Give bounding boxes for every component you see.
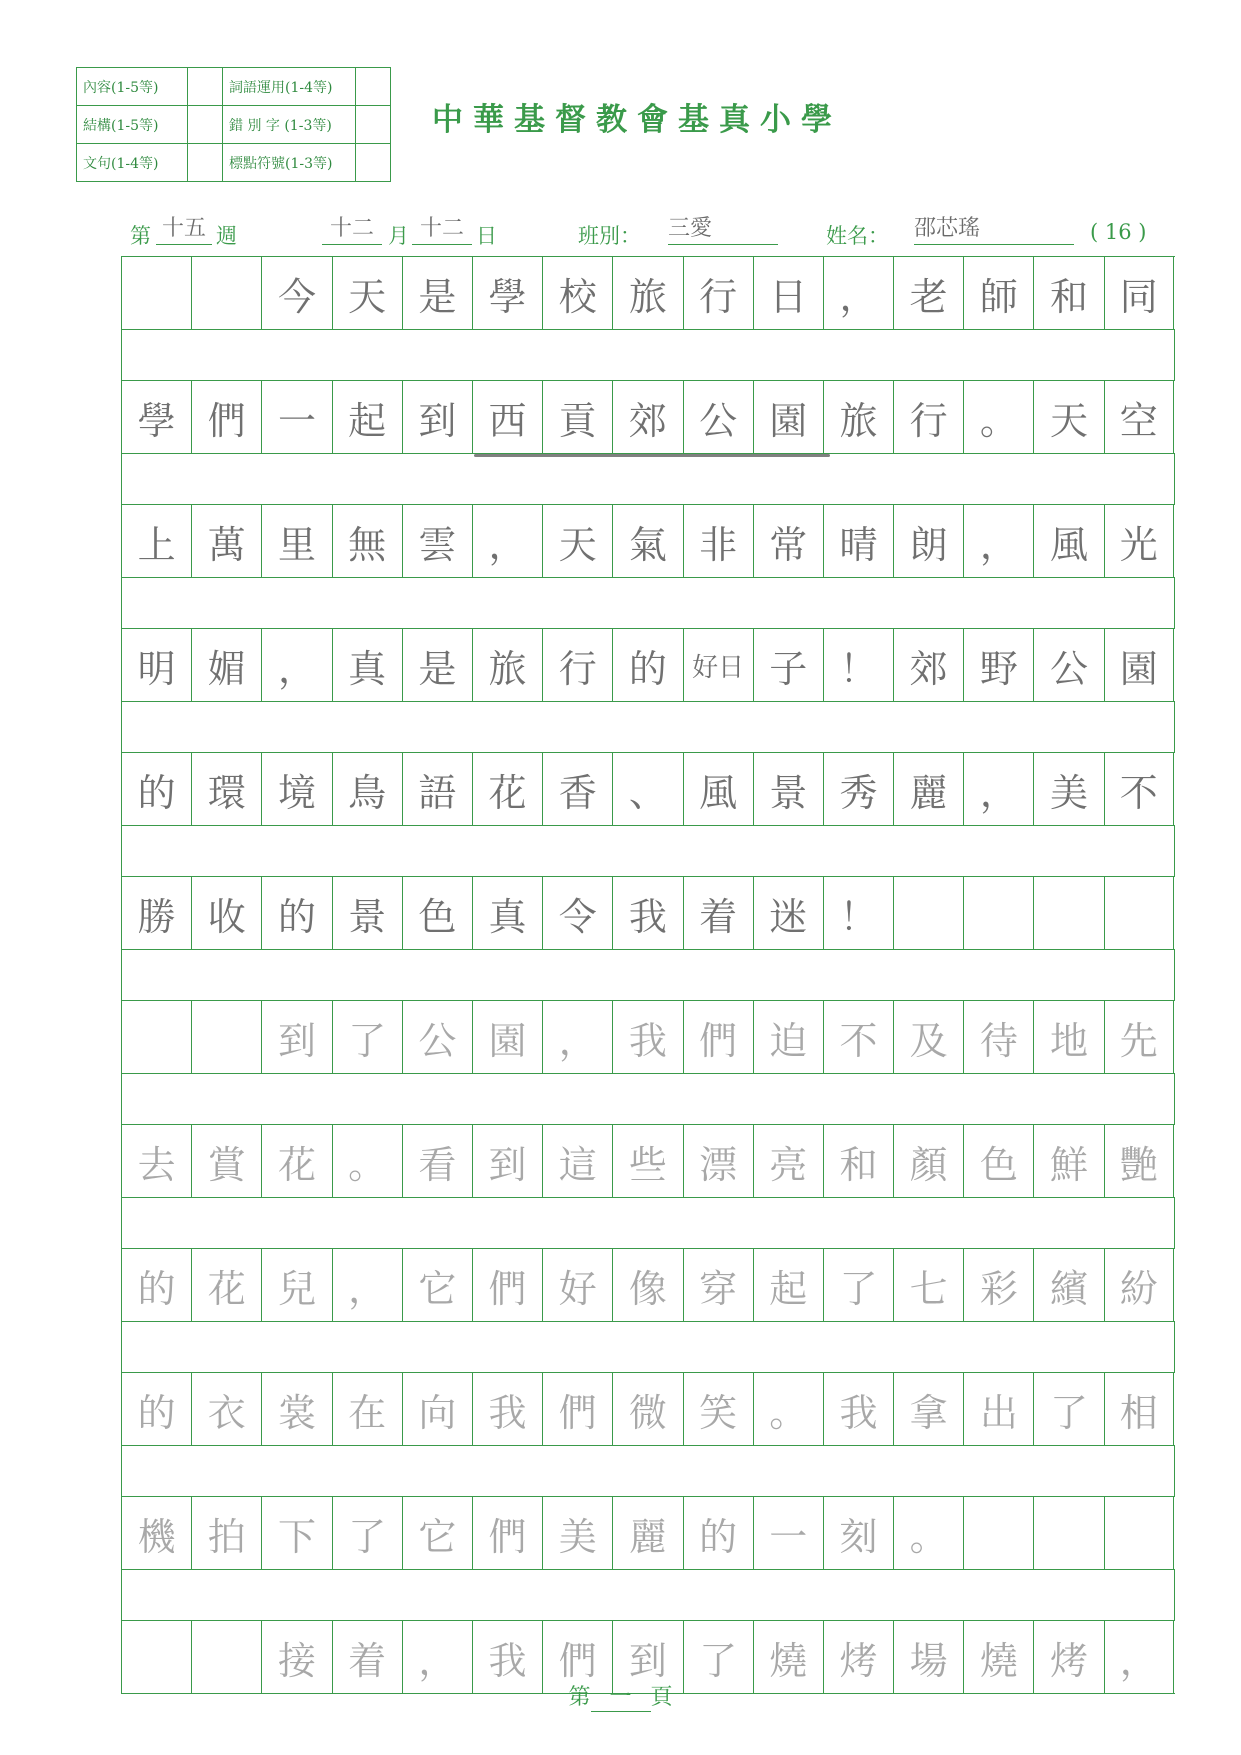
grid-cell[interactable]: 燒 [963, 1621, 1033, 1693]
grid-cell[interactable]: 境 [261, 753, 331, 825]
grid-cell[interactable]: 。 [332, 1125, 402, 1197]
grid-cell[interactable]: 笑 [683, 1373, 753, 1445]
grid-cell[interactable]: 迫 [753, 1001, 823, 1073]
grid-cell[interactable] [121, 1001, 191, 1073]
week-label: 第 [130, 224, 151, 248]
rubric-score-cell[interactable] [356, 106, 391, 144]
grid-gap-row [121, 329, 1175, 380]
grid-gap-row [121, 453, 1175, 504]
week-value[interactable]: 十五 [156, 214, 212, 245]
grid-row [121, 1496, 1175, 1569]
grid-cell[interactable]: 這 [542, 1125, 612, 1197]
grid-gap-row [121, 1321, 1175, 1372]
grid-cell[interactable]: 色 [402, 877, 472, 949]
grid-gap-row [121, 1197, 1175, 1248]
grid-cell[interactable]: 一 [261, 381, 331, 453]
grid-cell[interactable]: 了 [683, 1621, 753, 1693]
grid-gap-row [121, 1569, 1175, 1620]
grid-cell[interactable]: 野 [963, 629, 1033, 701]
month-value[interactable]: 十二 [322, 214, 382, 245]
grid-cell[interactable]: 麗 [893, 753, 963, 825]
school-title: 中華基督教會基真小學 [432, 102, 842, 138]
grid-cell[interactable]: 烤 [1033, 1621, 1103, 1693]
grid-cell[interactable]: 們 [191, 381, 261, 453]
grid-cell[interactable]: 了 [332, 1001, 402, 1073]
grid-cell[interactable]: 行 [683, 257, 753, 329]
grid-cell[interactable]: 子 [753, 629, 823, 701]
grid-row [121, 1248, 1175, 1321]
grid-cell[interactable]: 勝 [121, 877, 191, 949]
grid-cell[interactable]: 光 [1104, 505, 1174, 577]
grid-cell[interactable]: 的 [121, 1373, 191, 1445]
grid-cell[interactable]: 場 [893, 1621, 963, 1693]
grid-row [121, 504, 1175, 577]
grid-cell[interactable]: 好 [542, 1249, 612, 1321]
rubric-score-cell[interactable] [188, 106, 223, 144]
grid-cell[interactable]: 衣 [191, 1373, 261, 1445]
grid-cell[interactable]: 地 [1033, 1001, 1103, 1073]
name-value[interactable]: 邵芯瑤 [914, 214, 1074, 245]
grid-cell[interactable]: 、 [612, 753, 682, 825]
grid-gap-row [121, 577, 1175, 628]
grid-cell[interactable]: 行 [893, 381, 963, 453]
rubric-score-cell[interactable] [356, 144, 391, 182]
grid-cell[interactable] [191, 1001, 261, 1073]
grid-cell[interactable]: 們 [472, 1249, 542, 1321]
grid-cell[interactable]: 了 [332, 1497, 402, 1569]
grid-cell[interactable]: 今 [261, 257, 331, 329]
page-label-pre: 第 [568, 1685, 591, 1710]
grid-cell[interactable]: 拍 [191, 1497, 261, 1569]
rubric-score-cell[interactable] [188, 68, 223, 106]
grid-cell[interactable]: 我 [612, 877, 682, 949]
grid-cell[interactable]: 一 [753, 1497, 823, 1569]
grid-row [121, 1124, 1175, 1197]
grid-cell[interactable] [191, 257, 261, 329]
grid-cell[interactable] [121, 257, 191, 329]
rubric-label-sentences: 文句(1-4等) [77, 144, 188, 182]
grid-cell[interactable]: 顏 [893, 1125, 963, 1197]
grid-cell[interactable] [1104, 1497, 1174, 1569]
grid-cell[interactable]: 好日 [683, 629, 753, 701]
grid-cell[interactable] [963, 877, 1033, 949]
grid-cell[interactable]: 園 [1104, 629, 1174, 701]
grid-cell[interactable]: 不 [823, 1001, 893, 1073]
page-footer [0, 1680, 1241, 1712]
grid-cell[interactable]: 天 [332, 257, 402, 329]
grid-cell[interactable]: 秀 [823, 753, 893, 825]
grid-cell[interactable]: 待 [963, 1001, 1033, 1073]
grid-cell[interactable]: 美 [1033, 753, 1103, 825]
grid-cell[interactable]: 彩 [963, 1249, 1033, 1321]
page-label-post: 頁 [650, 1685, 673, 1710]
month-label: 月 [388, 224, 409, 248]
grid-cell[interactable]: 。 [893, 1497, 963, 1569]
grid-cell[interactable]: ， [963, 753, 1033, 825]
grid-cell[interactable]: ， [472, 505, 542, 577]
grid-cell[interactable]: ， [963, 505, 1033, 577]
grid-cell[interactable]: 天 [1033, 381, 1103, 453]
grid-cell[interactable]: 上 [121, 505, 191, 577]
grid-cell[interactable]: 些 [612, 1125, 682, 1197]
grid-cell[interactable]: 到 [472, 1125, 542, 1197]
grid-cell[interactable]: 相 [1104, 1373, 1174, 1445]
grid-cell[interactable]: 的 [121, 753, 191, 825]
grid-cell[interactable]: 賞 [191, 1125, 261, 1197]
grid-cell[interactable]: 裳 [261, 1373, 331, 1445]
page-number: 一 [591, 1680, 651, 1712]
grid-cell[interactable]: 的 [683, 1497, 753, 1569]
grid-cell[interactable]: 郊 [893, 629, 963, 701]
grid-cell[interactable]: 晴 [823, 505, 893, 577]
rubric-label-vocabulary: 詞語運用(1-4等) [223, 68, 356, 106]
grid-cell[interactable]: 鮮 [1033, 1125, 1103, 1197]
grid-cell[interactable]: 七 [893, 1249, 963, 1321]
grid-cell[interactable]: 到 [261, 1001, 331, 1073]
essay-grid [121, 256, 1175, 1694]
grid-gap-row [121, 949, 1175, 1000]
grid-cell[interactable]: 了 [823, 1249, 893, 1321]
grid-cell[interactable]: 漂 [683, 1125, 753, 1197]
grid-row [121, 1000, 1175, 1073]
grid-cell[interactable]: 媚 [191, 629, 261, 701]
class-value[interactable]: 三愛 [668, 214, 778, 245]
grid-cell[interactable]: 公 [683, 381, 753, 453]
grid-cell[interactable]: 我 [823, 1373, 893, 1445]
grid-gap-row [121, 1073, 1175, 1124]
name-label: 姓名： [826, 224, 889, 248]
grid-cell[interactable]: 的 [612, 629, 682, 701]
grid-cell[interactable]: 了 [1033, 1373, 1103, 1445]
grid-cell[interactable] [963, 1497, 1033, 1569]
grid-cell[interactable]: 下 [261, 1497, 331, 1569]
grid-cell[interactable]: 學 [472, 257, 542, 329]
grid-cell[interactable]: 微 [612, 1373, 682, 1445]
grid-cell[interactable]: 我 [472, 1621, 542, 1693]
grid-cell[interactable]: 學 [121, 381, 191, 453]
grid-cell[interactable]: 公 [1033, 629, 1103, 701]
grid-cell[interactable]: 旅 [823, 381, 893, 453]
grid-cell[interactable]: 美 [542, 1497, 612, 1569]
grid-gap-row [121, 701, 1175, 752]
grid-row [121, 256, 1175, 329]
grid-cell[interactable]: 萬 [191, 505, 261, 577]
grid-cell[interactable]: ， [823, 257, 893, 329]
grid-cell[interactable]: 。 [963, 381, 1033, 453]
grid-cell[interactable]: 真 [472, 877, 542, 949]
rubric-score-cell[interactable] [356, 68, 391, 106]
grid-cell[interactable]: 行 [542, 629, 612, 701]
grid-row [121, 380, 1175, 453]
grid-cell[interactable]: 風 [683, 753, 753, 825]
grid-cell[interactable]: 鳥 [332, 753, 402, 825]
grid-cell[interactable]: 像 [612, 1249, 682, 1321]
grid-cell[interactable]: 里 [261, 505, 331, 577]
grid-cell[interactable]: 香 [542, 753, 612, 825]
grid-cell[interactable]: 先 [1104, 1001, 1174, 1073]
grid-row [121, 628, 1175, 701]
grid-cell[interactable]: 的 [261, 877, 331, 949]
grid-cell[interactable]: 環 [191, 753, 261, 825]
grid-cell[interactable]: 收 [191, 877, 261, 949]
grid-cell[interactable]: 景 [753, 753, 823, 825]
grid-cell[interactable]: 接 [261, 1621, 331, 1693]
grid-cell[interactable]: 們 [472, 1497, 542, 1569]
grid-cell[interactable]: 明 [121, 629, 191, 701]
grid-cell[interactable]: 園 [472, 1001, 542, 1073]
grid-cell[interactable]: 的 [121, 1249, 191, 1321]
grid-cell[interactable]: 是 [402, 257, 472, 329]
grid-cell[interactable]: 同 [1104, 257, 1174, 329]
grid-cell[interactable]: ！ [823, 629, 893, 701]
rubric-table [76, 67, 391, 182]
grid-cell[interactable]: 繽 [1033, 1249, 1103, 1321]
grid-cell[interactable]: 艷 [1104, 1125, 1174, 1197]
grid-cell[interactable]: 花 [261, 1125, 331, 1197]
grid-cell[interactable]: 無 [332, 505, 402, 577]
grid-cell[interactable]: 是 [402, 629, 472, 701]
student-number: ( 16 ) [1090, 220, 1147, 244]
grid-cell[interactable]: 風 [1033, 505, 1103, 577]
grid-cell[interactable]: 到 [612, 1621, 682, 1693]
grid-cell[interactable]: ， [542, 1001, 612, 1073]
grid-cell[interactable]: 花 [472, 753, 542, 825]
grid-cell[interactable]: 們 [683, 1001, 753, 1073]
grid-cell[interactable] [1033, 877, 1103, 949]
grid-cell[interactable]: 西 [472, 381, 542, 453]
day-value[interactable]: 十二 [412, 214, 472, 245]
grid-gap-row [121, 1445, 1175, 1496]
grid-gap-row [121, 825, 1175, 876]
grid-cell[interactable]: 我 [472, 1373, 542, 1445]
grid-row [121, 752, 1175, 825]
grid-cell[interactable]: ， [402, 1621, 472, 1693]
grid-row [121, 1372, 1175, 1445]
grid-cell[interactable]: 校 [542, 257, 612, 329]
grid-cell[interactable]: 穿 [683, 1249, 753, 1321]
week-suffix: 週 [216, 224, 237, 248]
grid-cell[interactable]: 非 [683, 505, 753, 577]
grid-cell[interactable]: 燒 [753, 1621, 823, 1693]
grid-cell[interactable]: 兒 [261, 1249, 331, 1321]
grid-cell[interactable]: 旅 [612, 257, 682, 329]
grid-cell[interactable]: 我 [612, 1001, 682, 1073]
grid-cell[interactable]: 着 [332, 1621, 402, 1693]
grid-cell[interactable]: ， [261, 629, 331, 701]
grid-cell[interactable]: 紛 [1104, 1249, 1174, 1321]
grid-cell[interactable]: 向 [402, 1373, 472, 1445]
grid-cell[interactable]: 花 [191, 1249, 261, 1321]
grid-cell[interactable]: 令 [542, 877, 612, 949]
rubric-row [77, 144, 391, 182]
grid-cell[interactable]: 師 [963, 257, 1033, 329]
rubric-label-typos: 錯 別 字 (1-3等) [223, 106, 356, 144]
grid-cell[interactable]: 起 [332, 381, 402, 453]
grid-cell[interactable]: 它 [402, 1249, 472, 1321]
grid-cell[interactable]: 們 [542, 1373, 612, 1445]
grid-cell[interactable]: 雲 [402, 505, 472, 577]
grid-cell[interactable]: 貢 [542, 381, 612, 453]
grid-cell[interactable]: 起 [753, 1249, 823, 1321]
rubric-row [77, 106, 391, 144]
grid-cell[interactable]: 出 [963, 1373, 1033, 1445]
proper-noun-underline [474, 454, 830, 457]
grid-cell[interactable]: 到 [402, 381, 472, 453]
grid-cell[interactable]: ， [332, 1249, 402, 1321]
grid-cell[interactable]: 麗 [612, 1497, 682, 1569]
rubric-label-punctuation: 標點符號(1-3等) [223, 144, 356, 182]
grid-cell[interactable]: 亮 [753, 1125, 823, 1197]
grid-cell[interactable]: 它 [402, 1497, 472, 1569]
grid-cell[interactable]: 看 [402, 1125, 472, 1197]
grid-cell[interactable]: 着 [683, 877, 753, 949]
grid-cell[interactable]: 郊 [612, 381, 682, 453]
grid-cell[interactable]: 園 [753, 381, 823, 453]
grid-cell[interactable]: 去 [121, 1125, 191, 1197]
grid-cell[interactable]: 拿 [893, 1373, 963, 1445]
grid-cell[interactable]: 及 [893, 1001, 963, 1073]
grid-cell[interactable]: 景 [332, 877, 402, 949]
grid-row [121, 876, 1175, 949]
grid-cell[interactable]: 不 [1104, 753, 1174, 825]
grid-cell[interactable]: 和 [823, 1125, 893, 1197]
grid-cell[interactable]: 和 [1033, 257, 1103, 329]
grid-cell[interactable]: 色 [963, 1125, 1033, 1197]
grid-cell[interactable]: 在 [332, 1373, 402, 1445]
grid-cell[interactable]: 老 [893, 257, 963, 329]
grid-cell[interactable]: ， [1104, 1621, 1174, 1693]
rubric-label-content: 內容(1-5等) [77, 68, 188, 106]
rubric-row [77, 68, 391, 106]
grid-cell[interactable]: 烤 [823, 1621, 893, 1693]
grid-cell[interactable]: 氣 [612, 505, 682, 577]
grid-cell[interactable]: 機 [121, 1497, 191, 1569]
grid-cell[interactable] [1104, 877, 1174, 949]
grid-cell[interactable]: 真 [332, 629, 402, 701]
grid-cell[interactable]: 天 [542, 505, 612, 577]
grid-cell[interactable]: 們 [542, 1621, 612, 1693]
grid-cell[interactable] [1033, 1497, 1103, 1569]
grid-cell[interactable]: 旅 [472, 629, 542, 701]
grid-cell[interactable] [893, 877, 963, 949]
grid-cell[interactable]: 。 [753, 1373, 823, 1445]
rubric-label-structure: 結構(1-5等) [77, 106, 188, 144]
grid-cell[interactable]: 刻 [823, 1497, 893, 1569]
grid-cell[interactable]: ！ [823, 877, 893, 949]
day-label: 日 [476, 224, 497, 248]
grid-cell[interactable]: 空 [1104, 381, 1174, 453]
grid-cell[interactable]: 公 [402, 1001, 472, 1073]
class-label: 班別： [578, 224, 641, 248]
grid-cell[interactable]: 朗 [893, 505, 963, 577]
grid-cell[interactable]: 語 [402, 753, 472, 825]
rubric-score-cell[interactable] [188, 144, 223, 182]
grid-cell[interactable]: 常 [753, 505, 823, 577]
grid-cell[interactable]: 迷 [753, 877, 823, 949]
grid-cell[interactable]: 日 [753, 257, 823, 329]
